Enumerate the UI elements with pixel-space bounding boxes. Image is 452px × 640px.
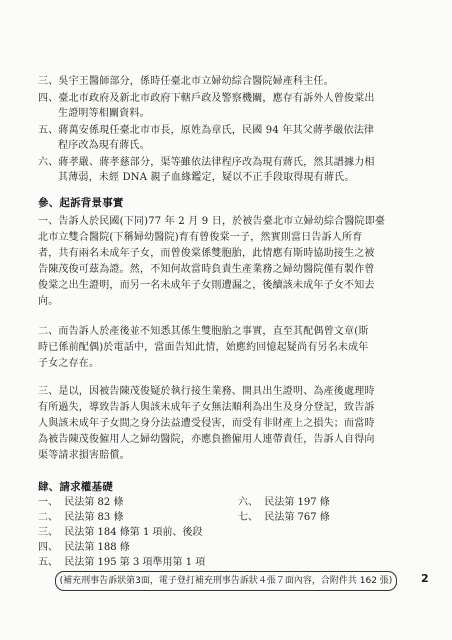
paragraph-line: 告陳茂俊可茲為證。然，不知何故當時負責生產業務之婦幼醫院僅有製作曾 <box>38 264 375 275</box>
list-text: 程序改為現有蔣氏。 <box>58 140 150 151</box>
claim-item: 一、 民法第 82 條 <box>38 497 124 508</box>
paragraph-line: 有所過失，導致告訴人與該未成年子女無法順利為出生及身分登記，致告訴 <box>38 402 375 413</box>
footer-note: (補充刑事告訴狀第3面，電子登打補充刑事告訴狀４張７面內容，合附件共 162 張) <box>55 571 397 591</box>
list-label: 四、 <box>38 93 59 104</box>
paragraph-line: 二、而告訴人於產後並不知悉其係生雙胞胎之事實，直至其配偶曾文章(斯 <box>38 326 369 337</box>
page-number: 2 <box>421 572 429 585</box>
list-text: 蔣萬安係現任臺北市市長，原姓為章氏，民國 94 年其父蔣孝嚴依法律 <box>58 125 375 136</box>
paragraph-line: 為被告陳茂俊僱用人之婦幼醫院，亦應負擔僱用人連帶責任，告訴人自得向 <box>38 434 375 445</box>
claim-item: 四、 民法第 188 條 <box>38 542 130 553</box>
claim-item: 七、 民法第 767 條 <box>238 512 330 523</box>
paragraph-line: 人與該未成年子女間之身分法益遭受侵害，而受有非財產上之損失；而當時 <box>38 418 375 429</box>
section-heading-facts: 參、起訴背景事實 <box>38 197 124 209</box>
paragraph-line: 三、是以，因被告陳茂俊疑於執行接生業務、開具出生證明、為產後處理時 <box>38 386 375 397</box>
intro-item-6 <box>38 155 375 170</box>
paragraph-line: 北市立雙合醫院(下稱婦幼醫院)育有曾俊棠一子，然實則當日告訴人所育 <box>38 232 363 243</box>
intro-item-4-cont <box>58 106 150 121</box>
paragraph-line: 俊棠之出生證明，而另一名未成年子女則遭漏之，後續該未成年子女不知去 <box>38 280 375 291</box>
paragraph-line: 向。 <box>38 296 59 307</box>
paragraph-line: 渠等請求損害賠償。 <box>38 450 130 461</box>
paragraph-line: 子女之存在。 <box>38 358 100 369</box>
intro-item-3 <box>38 74 334 89</box>
list-text: 臺北市政府及新北市政府下轄戶政及警察機關，應存有訴外人曾俊棠出 <box>58 93 375 104</box>
claim-item: 三、 民法第 184 條第 1 項前、後段 <box>38 527 203 538</box>
claim-item: 五、 民法第 195 第 3 項準用第 1 項 <box>38 557 206 568</box>
list-text: 吳宇王醫師部分，係時任臺北市立婦幼綜合醫院婦產科主任。 <box>58 76 334 87</box>
section-heading-claims: 肆、請求權基礎 <box>38 481 113 493</box>
intro-item-5-cont <box>58 138 150 153</box>
paragraph-line: 者，共有兩名未成年子女，而曾俊棠係雙胞胎，此情應有斯時協助接生之被 <box>38 248 375 259</box>
paragraph-line: 一、告訴人於民國(下同)77 年 2 月 9 日，於被告臺北市立婦幼綜合醫院即臺 <box>38 216 386 227</box>
paragraph-line: 時已係前配偶)於電話中，當面告知此情，始應約回憶起疑尚有另名未成年 <box>38 342 369 353</box>
list-text: 生證明等相關資料。 <box>58 108 150 119</box>
intro-item-5 <box>38 123 374 138</box>
claim-item: 六、 民法第 197 條 <box>238 497 330 508</box>
claim-item: 二、 民法第 83 條 <box>38 512 124 523</box>
intro-item-4 <box>38 91 375 106</box>
list-label: 六、 <box>38 157 59 168</box>
list-label: 五、 <box>38 125 59 136</box>
intro-item-6-cont <box>58 170 355 185</box>
list-text: 其薄弱，未經 DNA 親子血緣鑑定，疑以不正手段取得現有蔣氏。 <box>58 172 355 183</box>
list-label: 三、 <box>38 76 59 87</box>
list-text: 蔣孝嚴、蔣孝慈部分，渠等雖依法律程序改為現有蔣氏，然其譜據力相 <box>58 157 375 168</box>
